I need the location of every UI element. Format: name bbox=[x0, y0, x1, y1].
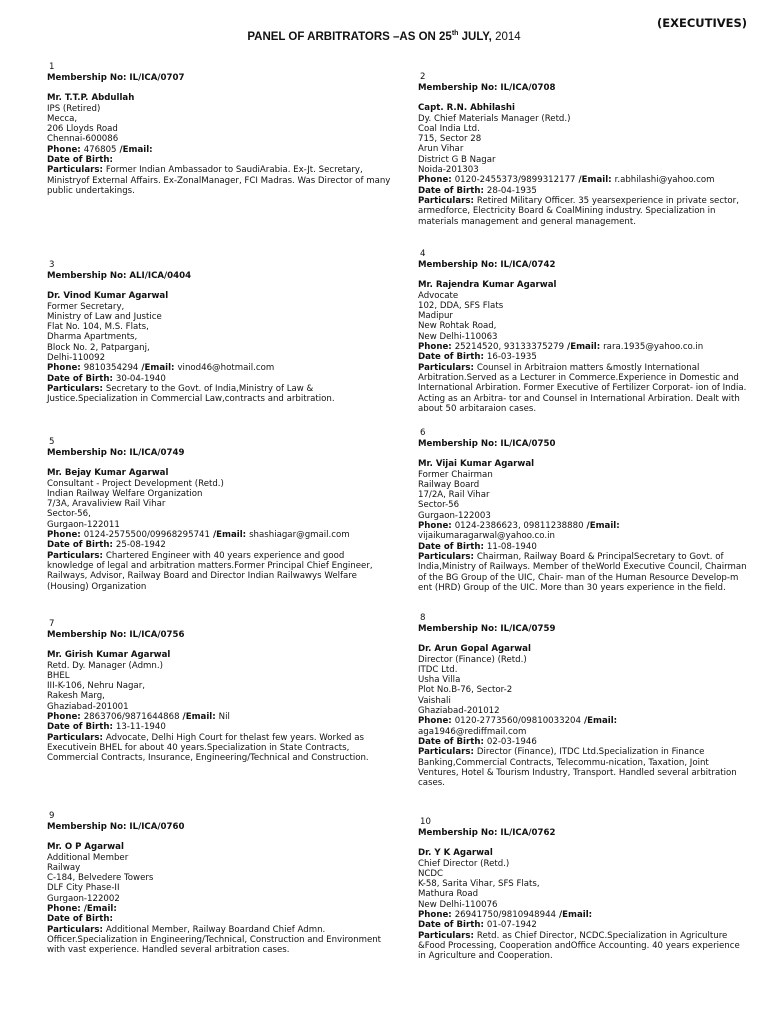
address-line: 715, Sector 28 bbox=[418, 134, 482, 145]
phone-label: Phone: bbox=[47, 904, 84, 915]
entry-number: 3 bbox=[49, 260, 55, 270]
dob-label: Date of Birth: bbox=[47, 914, 113, 925]
membership-number: IL/ICA/0742 bbox=[500, 260, 556, 270]
email-value: rara.1935@yahoo.co.in bbox=[603, 342, 704, 353]
dob-label: Date of Birth: bbox=[47, 373, 116, 384]
address-line: New Delhi-110076 bbox=[418, 899, 498, 910]
address-line: Chennai-600086 bbox=[47, 134, 119, 145]
email-value: r.abhilashi@yahoo.com bbox=[614, 175, 715, 186]
dob-line bbox=[418, 737, 748, 747]
arbitrator-name: Mr. Girish Kumar Agarwal bbox=[47, 650, 171, 661]
address-line: Madipur bbox=[418, 311, 453, 322]
entry-number: 8 bbox=[420, 613, 426, 623]
arbitrator-entry bbox=[47, 62, 392, 196]
arbitrator-name: Dr. Vinod Kumar Agarwal bbox=[47, 291, 169, 302]
phone-value: 0120-2455373/9899312177 bbox=[454, 175, 576, 186]
arbitrator-entry bbox=[418, 817, 748, 962]
particulars-label: Particulars: bbox=[418, 362, 477, 373]
entry-number: 9 bbox=[49, 811, 55, 821]
phone-line bbox=[418, 342, 748, 352]
arbitrator-name: Mr. O P Agarwal bbox=[47, 842, 124, 853]
address-line: Noida-201303 bbox=[418, 165, 479, 176]
address-line: NCDC bbox=[418, 868, 444, 879]
address-line: BHEL bbox=[47, 670, 70, 681]
entry-number: 1 bbox=[49, 62, 55, 72]
dob-line bbox=[47, 155, 392, 165]
dob-line bbox=[418, 920, 748, 930]
particulars-line bbox=[47, 165, 392, 196]
particulars-text: Chairman, Railway Board & PrincipalSecretary to Govt. of India,Ministry of Railways. Member of theWorld Executive Council, Chairman of the BG Group of the UIC, Chair- man of the Human Resource Develop-m ent (HRD) Group of the UIC. More than 30 years experience in the field. bbox=[418, 551, 747, 593]
address-line: Flat No. 104, M.S. Flats, bbox=[47, 322, 149, 333]
membership-line bbox=[418, 828, 748, 838]
entry-number: 7 bbox=[49, 619, 55, 629]
address-line: Mathura Road bbox=[418, 889, 479, 900]
membership-label: Membership No: bbox=[47, 271, 130, 281]
phone-value: 2863706/9871644868 bbox=[83, 712, 180, 723]
phone-line bbox=[47, 363, 392, 373]
membership-number: IL/ICA/0762 bbox=[500, 828, 556, 838]
arbitrator-name: Dr. Y K Agarwal bbox=[418, 848, 493, 859]
email-label: /Email: bbox=[138, 363, 178, 374]
particulars-label: Particulars: bbox=[418, 747, 477, 758]
email-label: /Email: bbox=[564, 342, 604, 353]
dob-line bbox=[418, 542, 748, 552]
particulars-line bbox=[418, 363, 748, 414]
arbitrator-name: Capt. R.N. Abhilashi bbox=[418, 103, 515, 114]
dob-value: 13-11-1940 bbox=[115, 722, 166, 733]
dob-label: Date of Birth: bbox=[47, 540, 116, 551]
email-label: /Email: bbox=[583, 521, 620, 532]
membership-line bbox=[418, 439, 748, 449]
address-line: Advocate bbox=[418, 290, 459, 301]
particulars-label: Particulars: bbox=[47, 924, 106, 935]
address-line: C-184, Belvedere Towers bbox=[47, 873, 154, 884]
membership-number: IL/ICA/0708 bbox=[500, 83, 556, 93]
address-line: New Delhi-110063 bbox=[418, 331, 498, 342]
dob-line bbox=[47, 722, 392, 732]
email-label: /Email: bbox=[575, 175, 615, 186]
particulars-text: Retired Military Officer. 35 yearsexperience in private sector, armedforce, Electricity Board & CoalMining industry. Specialization in materials management and general management. bbox=[418, 195, 739, 227]
address-line: IPS (Retired) bbox=[47, 103, 101, 114]
arbitrator-name: Mr. T.T.P. Abdullah bbox=[47, 93, 135, 104]
particulars-text: Retd. as Chief Director, NCDC.Specialization in Agriculture &Food Processing, Cooperation andOffice Accounting. 40 years experience in Agriculture and Cooperation. bbox=[418, 930, 740, 962]
title-superscript: th bbox=[451, 30, 459, 37]
phone-label: Phone: bbox=[418, 716, 455, 727]
address-line: District G B Nagar bbox=[418, 154, 496, 165]
particulars-text: Additional Member, Railway Boardand Chief Admn. Officer.Specialization in Engineering/Technical, Construction and Environment with vast experience. Handled several arbitration cases. bbox=[47, 924, 382, 956]
address-line: Coal India Ltd. bbox=[418, 123, 480, 134]
address-line: Railway bbox=[47, 862, 81, 873]
membership-label: Membership No: bbox=[47, 822, 130, 832]
address-line: Plot No.B-76, Sector-2 bbox=[418, 685, 513, 696]
membership-number: IL/ICA/0760 bbox=[129, 822, 185, 832]
membership-number: ALI/ICA/0404 bbox=[129, 271, 192, 281]
membership-line bbox=[418, 624, 748, 634]
particulars-line bbox=[47, 551, 392, 592]
arbitrator-entry bbox=[47, 619, 392, 764]
address-line: Ghaziabad-201001 bbox=[47, 701, 129, 712]
address-line: Chief Director (Retd.) bbox=[418, 858, 510, 869]
membership-line bbox=[47, 630, 392, 640]
title-main: PANEL OF ARBITRATORS –AS ON 25 bbox=[247, 30, 452, 43]
email-value: shashiagar@gmail.com bbox=[249, 530, 350, 541]
membership-label: Membership No: bbox=[418, 624, 501, 634]
email-label: /Email: bbox=[179, 712, 219, 723]
phone-line bbox=[418, 521, 748, 531]
particulars-line bbox=[47, 733, 392, 764]
email-label: /Email: bbox=[83, 904, 117, 915]
email-label: /Email: bbox=[556, 910, 593, 921]
particulars-label: Particulars: bbox=[418, 195, 477, 206]
address-line: Indian Railway Welfare Organization bbox=[47, 488, 203, 499]
phone-line bbox=[47, 712, 392, 722]
dob-line bbox=[47, 374, 392, 384]
arbitrator-entry bbox=[418, 613, 748, 788]
phone-label: Phone: bbox=[418, 175, 455, 186]
phone-line bbox=[418, 910, 748, 920]
membership-label: Membership No: bbox=[47, 73, 130, 83]
entry-number: 2 bbox=[420, 72, 426, 82]
phone-label: Phone: bbox=[418, 910, 455, 921]
address-line: III-K-106, Nehru Nagar, bbox=[47, 681, 145, 692]
particulars-text: Advocate, Delhi High Court for thelast few years. Worked as Executivein BHEL for about 40 years.Specialization in State Contracts, Commercial Contracts, Insurance, Engineering/Technical and Construction. bbox=[47, 732, 369, 764]
dob-value: 16-03-1935 bbox=[486, 352, 537, 363]
address-line: Dy. Chief Materials Manager (Retd.) bbox=[418, 113, 571, 124]
phone-line bbox=[47, 904, 392, 914]
particulars-text: Chartered Engineer with 40 years experience and good knowledge of legal and arbitration matters.Former Principal Chief Engineer, Railways, Advisor, Railway Board and Director Indian Railwawys Welfare (Housing) Organization bbox=[47, 550, 373, 592]
address-line: Sector-56, bbox=[47, 509, 91, 520]
dob-label: Date of Birth: bbox=[418, 352, 487, 363]
membership-line bbox=[47, 73, 392, 83]
phone-line bbox=[47, 530, 392, 540]
arbitrator-name: Mr. Bejay Kumar Agarwal bbox=[47, 468, 169, 479]
phone-line bbox=[418, 175, 748, 185]
address-line: Additional Member bbox=[47, 852, 129, 863]
address-line: Delhi-110092 bbox=[47, 353, 106, 364]
phone-value: 25214520, 93133375279 bbox=[454, 342, 565, 353]
page-title bbox=[0, 30, 768, 43]
dob-label: Date of Birth: bbox=[418, 736, 487, 747]
phone-value: 476805 bbox=[83, 144, 117, 155]
address-line: Ministry of Law and Justice bbox=[47, 311, 162, 322]
dob-line bbox=[47, 914, 392, 924]
particulars-line bbox=[418, 747, 748, 788]
phone-value: 9810354294 bbox=[83, 363, 139, 374]
phone-label: Phone: bbox=[47, 530, 84, 541]
membership-label: Membership No: bbox=[418, 828, 501, 838]
address-line: 206 Lloyds Road bbox=[47, 124, 118, 135]
particulars-line bbox=[47, 384, 392, 405]
membership-line bbox=[47, 448, 392, 458]
particulars-label: Particulars: bbox=[47, 732, 106, 743]
address-line: K-58, Sarita Vihar, SFS Flats, bbox=[418, 879, 540, 890]
email-value-line: aga1946@rediffmail.com bbox=[418, 726, 527, 737]
dob-value: 01-07-1942 bbox=[486, 920, 537, 931]
phone-line bbox=[47, 145, 392, 155]
address-line: Dharma Apartments, bbox=[47, 332, 138, 343]
address-line: Ghaziabad-201012 bbox=[418, 706, 500, 717]
dob-value: 25-08-1942 bbox=[115, 540, 166, 551]
title-month: JULY, bbox=[458, 30, 492, 43]
particulars-label: Particulars: bbox=[47, 550, 106, 561]
membership-label: Membership No: bbox=[418, 83, 501, 93]
address-line: Gurgaon-122002 bbox=[47, 893, 120, 904]
membership-number: IL/ICA/0707 bbox=[129, 73, 185, 83]
address-line: Vaishali bbox=[418, 695, 451, 706]
address-line: Retd. Dy. Manager (Admn.) bbox=[47, 660, 163, 671]
particulars-text: Secretary to the Govt. of India,Ministry of Law & Justice.Specialization in Commercial Law,contracts and arbitration. bbox=[47, 383, 335, 405]
membership-label: Membership No: bbox=[47, 448, 130, 458]
membership-number: IL/ICA/0756 bbox=[129, 630, 185, 640]
category-tag: (EXECUTIVES) bbox=[657, 16, 748, 30]
address-line: Gurgaon-122011 bbox=[47, 519, 120, 530]
address-line: Gurgaon-122003 bbox=[418, 510, 491, 521]
phone-label: Phone: bbox=[418, 521, 455, 532]
phone-label: Phone: bbox=[47, 363, 84, 374]
phone-label: Phone: bbox=[47, 712, 84, 723]
dob-line bbox=[418, 352, 748, 362]
particulars-text: Director (Finance), ITDC Ltd.Specialization in Finance Banking,Commercial Contracts, Telecommu-nication, Taxation, Joint Ventures, Hotel & Tourism Industry, Transport. Handled several arbitration cases. bbox=[418, 747, 737, 789]
address-line: 17/2A, Rail Vihar bbox=[418, 490, 490, 501]
dob-label: Date of Birth: bbox=[418, 920, 487, 931]
membership-label: Membership No: bbox=[47, 630, 130, 640]
address-line: Arun Vihar bbox=[418, 144, 464, 155]
membership-line bbox=[47, 271, 392, 281]
dob-value: 02-03-1946 bbox=[486, 736, 537, 747]
email-label: /Email: bbox=[210, 530, 250, 541]
address-line: Mecca, bbox=[47, 113, 78, 124]
address-line: New Rohtak Road, bbox=[418, 321, 497, 332]
address-line: Rakesh Marg, bbox=[47, 691, 105, 702]
dob-value: 11-08-1940 bbox=[486, 541, 537, 552]
arbitrator-entry bbox=[47, 437, 392, 592]
particulars-label: Particulars: bbox=[47, 383, 106, 394]
entry-number: 4 bbox=[420, 249, 426, 259]
phone-value: 0124-2575500/09968295741 bbox=[83, 530, 210, 541]
phone-value: 0124-2386623, 09811238880 bbox=[454, 521, 584, 532]
address-line: Director (Finance) (Retd.) bbox=[418, 654, 527, 665]
dob-label: Date of Birth: bbox=[47, 722, 116, 733]
entry-number: 10 bbox=[420, 817, 431, 827]
membership-line bbox=[418, 260, 748, 270]
particulars-label: Particulars: bbox=[418, 551, 477, 562]
particulars-line bbox=[418, 552, 748, 593]
phone-label: Phone: bbox=[418, 342, 455, 353]
dob-line bbox=[418, 186, 748, 196]
email-value: vinod46@hotmail.com bbox=[177, 363, 275, 374]
particulars-label: Particulars: bbox=[418, 930, 477, 941]
particulars-text: Former Indian Ambassador to SaudiArabia. Ex-Jt. Secretary, Ministryof External Affairs. Ex-ZonalManager, FCI Madras. Was Director of many public undertakings. bbox=[47, 165, 391, 196]
address-line: DLF City Phase-II bbox=[47, 883, 120, 894]
address-line: Former Secretary, bbox=[47, 301, 125, 312]
dob-label: Date of Birth: bbox=[47, 155, 113, 166]
email-value: Nil bbox=[218, 712, 230, 723]
arbitrator-entry bbox=[47, 811, 392, 956]
phone-label: Phone: bbox=[47, 144, 84, 155]
arbitrator-name: Mr. Rajendra Kumar Agarwal bbox=[418, 280, 557, 291]
arbitrator-entry bbox=[47, 260, 392, 405]
phone-value: 26941750/9810948944 bbox=[454, 910, 557, 921]
membership-number: IL/ICA/0749 bbox=[129, 448, 185, 458]
particulars-line bbox=[47, 925, 392, 956]
address-line: Block No. 2, Patparganj, bbox=[47, 342, 150, 353]
address-line: Railway Board bbox=[418, 479, 480, 490]
arbitrator-entry bbox=[418, 249, 748, 414]
dob-line bbox=[47, 540, 392, 550]
arbitrator-name: Dr. Arun Gopal Agarwal bbox=[418, 644, 531, 655]
phone-value: 0120-2773560/09810033204 bbox=[454, 716, 581, 727]
entry-number: 6 bbox=[420, 428, 426, 438]
address-line: Former Chairman bbox=[418, 469, 493, 480]
arbitrator-entry bbox=[418, 72, 748, 227]
dob-label: Date of Birth: bbox=[418, 185, 487, 196]
arbitrator-name: Mr. Vijai Kumar Agarwal bbox=[418, 459, 535, 470]
membership-number: IL/ICA/0759 bbox=[500, 624, 556, 634]
particulars-text: Counsel in Arbitraion matters &mostly International Arbitration.Served as a Lecturer in Commerce.Experience in Domestic and International Arbiration. Former Executive of Fertilizer Corporat- ion of India. Acting as an Arbitra- tor and Counsel in International Arbiration. Dealt with about 50 arbitaraion cases. bbox=[418, 362, 747, 414]
dob-value: 30-04-1940 bbox=[115, 373, 166, 384]
dob-value: 28-04-1935 bbox=[486, 185, 537, 196]
address-line: Usha Villa bbox=[418, 675, 461, 686]
address-line: Consultant - Project Development (Retd.) bbox=[47, 478, 224, 489]
address-line: 102, DDA, SFS Flats bbox=[418, 300, 504, 311]
email-value-line: vijaikumaragarwal@yahoo.co.in bbox=[418, 531, 555, 542]
particulars-label: Particulars: bbox=[47, 165, 106, 176]
address-line: 7/3A, Aravaliview Rail Vihar bbox=[47, 499, 166, 510]
membership-label: Membership No: bbox=[418, 260, 501, 270]
particulars-line bbox=[418, 196, 748, 227]
entry-number: 5 bbox=[49, 437, 55, 447]
particulars-line bbox=[418, 931, 748, 962]
membership-line bbox=[47, 822, 392, 832]
dob-label: Date of Birth: bbox=[418, 541, 487, 552]
address-line: Sector-56 bbox=[418, 500, 460, 511]
title-year: 2014 bbox=[491, 30, 521, 43]
arbitrator-entry bbox=[418, 428, 748, 593]
email-label: /Email: bbox=[581, 716, 618, 727]
address-line: ITDC Ltd. bbox=[418, 664, 458, 675]
membership-number: IL/ICA/0750 bbox=[500, 439, 556, 449]
phone-line bbox=[418, 716, 748, 726]
email-label: /Email: bbox=[116, 144, 153, 155]
membership-label: Membership No: bbox=[418, 439, 501, 449]
membership-line bbox=[418, 83, 748, 93]
